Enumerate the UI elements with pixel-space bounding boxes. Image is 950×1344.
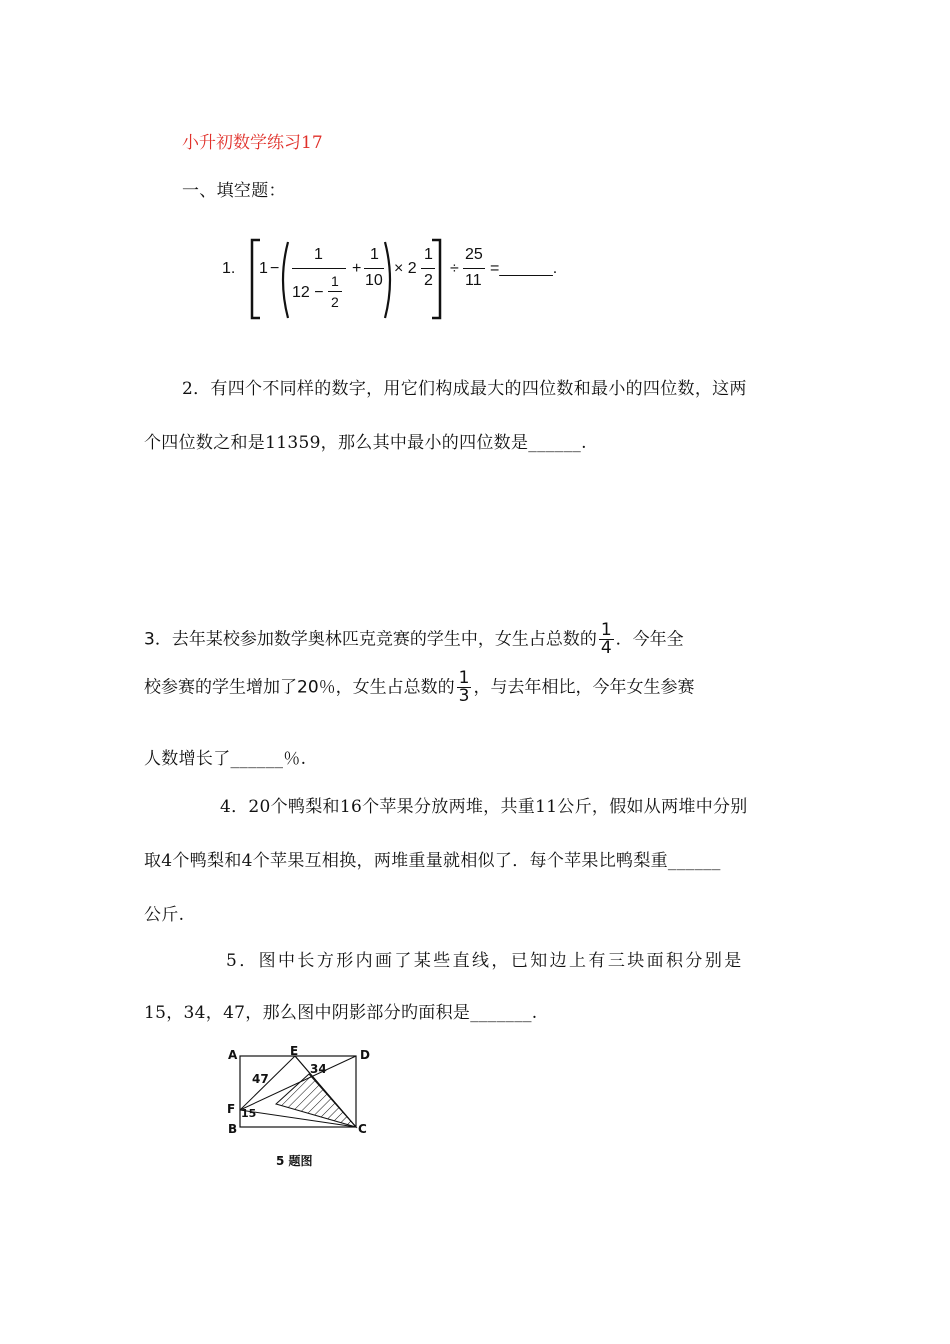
page-title: 小升初数学练习17	[182, 133, 323, 153]
q1-mixed-bar	[421, 268, 435, 269]
q3-line1-b: ．今年全	[615, 629, 684, 650]
q1-half-bar	[328, 291, 342, 292]
q2-line2: 个四位数之和是11359，那么其中最小的四位数是______.	[144, 433, 587, 453]
section-heading: 一、填空题：	[182, 181, 286, 201]
q1-answer-blank: =______.	[490, 260, 558, 277]
q1-mixed-num: 1	[424, 246, 433, 263]
q3-line1-a: 3．去年某校参加数学奥林匹克竞赛的学生中，女生占总数的	[144, 629, 597, 650]
q5-line1: 5．图中长方形内画了某些直线，已知边上有三块面积分别是	[226, 951, 744, 971]
q3-frac1-den: 4	[600, 638, 612, 658]
q1-frac3-den: 11	[465, 272, 482, 289]
area-15: 15	[241, 1107, 257, 1120]
label-d: D	[360, 1048, 370, 1062]
q3-line2-b: ，与去年相比，今年女生参赛	[473, 677, 695, 698]
q3-frac1	[599, 622, 614, 657]
q1-number: 1.	[222, 260, 236, 277]
q3-frac2-den: 3	[458, 686, 470, 706]
q1-frac2-den: 10	[365, 272, 383, 289]
q3-frac1-num: 1	[600, 620, 612, 640]
area-34: 34	[310, 1062, 327, 1076]
label-c: C	[358, 1122, 367, 1136]
q4-line3: 公斤.	[144, 905, 185, 925]
question-1	[218, 240, 618, 320]
q1-frac1-bar	[292, 268, 346, 269]
q4-line1: 4．20个鸭梨和16个苹果分放两堆，共重11公斤，假如从两堆中分别	[220, 797, 748, 817]
q1-times: × 2	[394, 260, 417, 277]
q3-line1	[144, 622, 684, 657]
figure-caption: 5 题图	[276, 1154, 313, 1168]
q3-line2-a: 校参赛的学生增加了20％，女生占总数的	[144, 677, 455, 698]
q1-frac3-bar	[463, 268, 485, 269]
q1-twelve-minus: 12 −	[292, 284, 324, 301]
q5-line2: 15，34，47，那么图中阴影部分旳面积是_______.	[144, 1003, 538, 1023]
label-f: F	[227, 1102, 236, 1116]
q1-half-den: 2	[331, 294, 339, 310]
q1-frac1-num: 1	[314, 246, 323, 263]
label-e: E	[290, 1044, 299, 1058]
q1-div: ÷	[450, 260, 459, 277]
q1-one: 1	[259, 260, 268, 277]
q3-frac2	[457, 670, 472, 705]
q1-plus: +	[352, 260, 362, 277]
q3-line2	[144, 670, 694, 705]
q4-line2: 取4个鸭梨和4个苹果互相换，两堆重量就相似了．每个苹果比鸭梨重______	[144, 851, 721, 871]
q1-half-num: 1	[331, 273, 339, 289]
q1-frac3-num: 25	[465, 246, 483, 263]
q3-frac2-num: 1	[458, 668, 470, 688]
q1-mixed-den: 2	[424, 272, 433, 289]
label-a: A	[228, 1048, 238, 1062]
q1-brackets	[248, 238, 448, 322]
q1-frac2-bar	[364, 268, 384, 269]
label-b: B	[228, 1122, 238, 1136]
q3-line3: 人数增长了______％.	[144, 749, 307, 769]
q2-line1: 2．有四个不同样的数字，用它们构成最大的四位数和最小的四位数，这两	[182, 379, 747, 399]
q1-frac2-num: 1	[370, 246, 379, 263]
q5-figure	[224, 1044, 384, 1174]
area-47: 47	[252, 1072, 269, 1086]
q1-minus: −	[270, 260, 280, 277]
